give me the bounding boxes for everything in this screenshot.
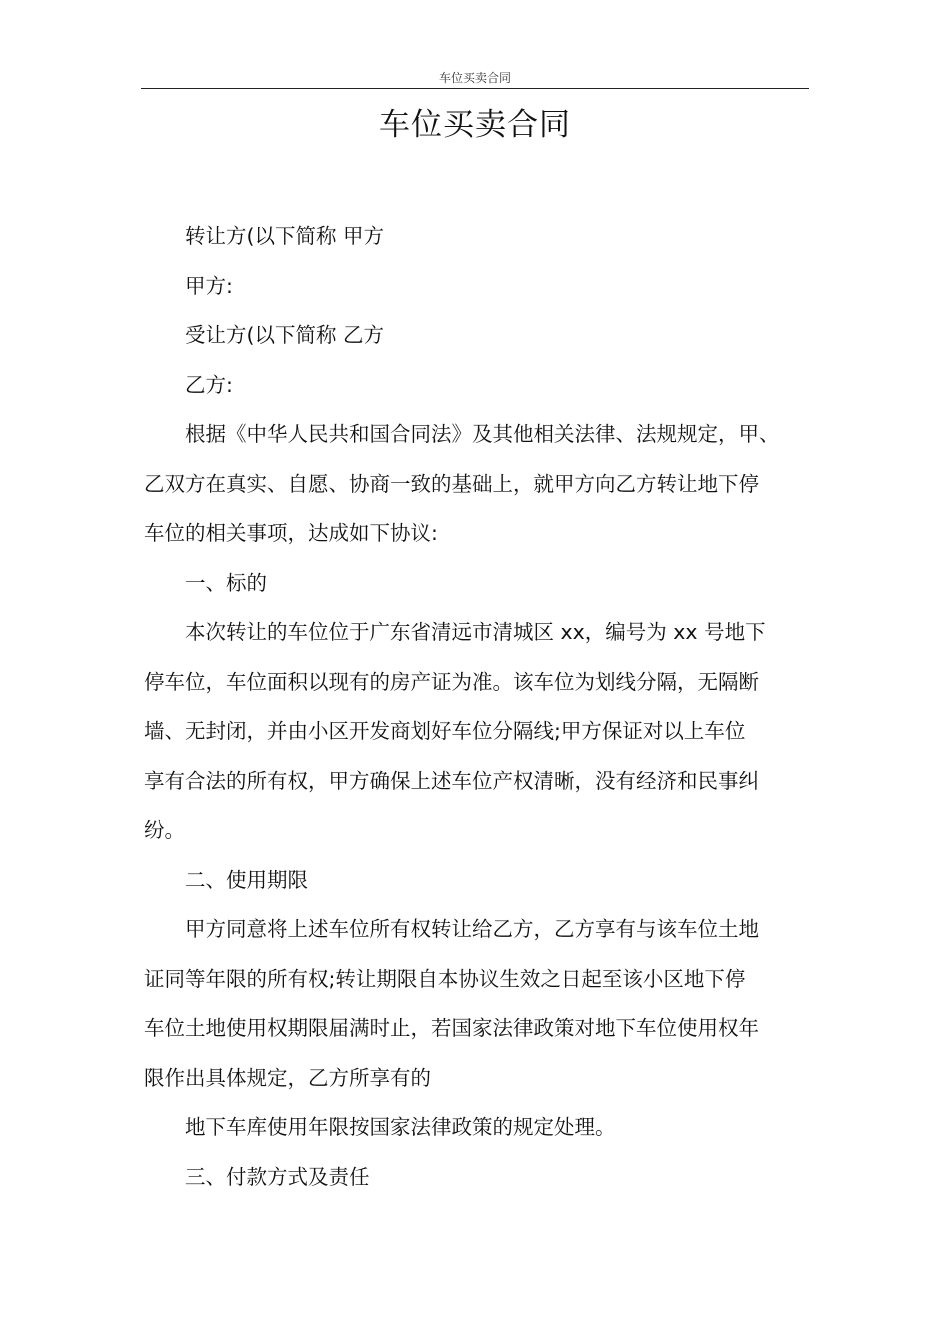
paragraph	[144, 905, 810, 1103]
text-line: 根据《中华人民共和国合同法》及其他相关法律、法规规定，甲、	[185, 422, 780, 446]
text-line: 甲方:	[185, 273, 233, 298]
text-line: 纷。	[144, 818, 185, 842]
paragraph	[144, 361, 810, 411]
text-line: 限作出具体规定，乙方所享有的	[144, 1065, 431, 1090]
paragraph	[144, 311, 810, 361]
paragraph	[144, 410, 810, 559]
text-line: 甲方同意将上述车位所有权转让给乙方，乙方享有与该车位土地	[185, 917, 759, 941]
text-line: 受让方(以下简称 乙方	[185, 323, 385, 347]
text-line: 墙、无封闭，并由小区开发商划好车位分隔线;甲方保证对以上车位	[144, 719, 746, 743]
text-line: 享有合法的所有权，甲方确保上述车位产权清晰，没有经济和民事纠	[144, 768, 759, 793]
paragraph	[144, 559, 810, 609]
text-line: 地下车库使用年限按国家法律政策的规定处理。	[185, 1115, 616, 1139]
text-line: 车位的相关事项，达成如下协议:	[144, 521, 438, 545]
document-title: 车位买卖合同	[379, 107, 571, 143]
paragraph	[144, 856, 810, 906]
running-header: 车位买卖合同	[438, 71, 511, 85]
document-body	[144, 212, 810, 1202]
text-line: 乙双方在真实、自愿、协商一致的基础上，就甲方向乙方转让地下停	[144, 471, 759, 496]
header-divider	[141, 88, 809, 89]
text-line: 转让方(以下简称 甲方	[185, 224, 385, 248]
text-line: 车位土地使用权期限届满时止，若国家法律政策对地下车位使用权年	[144, 1016, 759, 1040]
paragraph	[144, 1103, 810, 1153]
text-line: 二、使用期限	[185, 867, 308, 892]
paragraph	[144, 1153, 810, 1203]
text-line: 乙方:	[185, 372, 233, 397]
text-line: 停车位，车位面积以现有的房产证为准。该车位为划线分隔，无隔断	[144, 669, 759, 694]
paragraph	[144, 262, 810, 312]
text-line: 本次转让的车位位于广东省清远市清城区 xx，编号为 xx 号地下	[185, 620, 766, 644]
text-line: 证同等年限的所有权;转让期限自本协议生效之日起至该小区地下停	[144, 966, 746, 991]
text-line: 三、付款方式及责任	[185, 1164, 370, 1189]
text-line: 一、标的	[185, 570, 267, 595]
paragraph	[144, 608, 810, 856]
paragraph	[144, 212, 810, 262]
